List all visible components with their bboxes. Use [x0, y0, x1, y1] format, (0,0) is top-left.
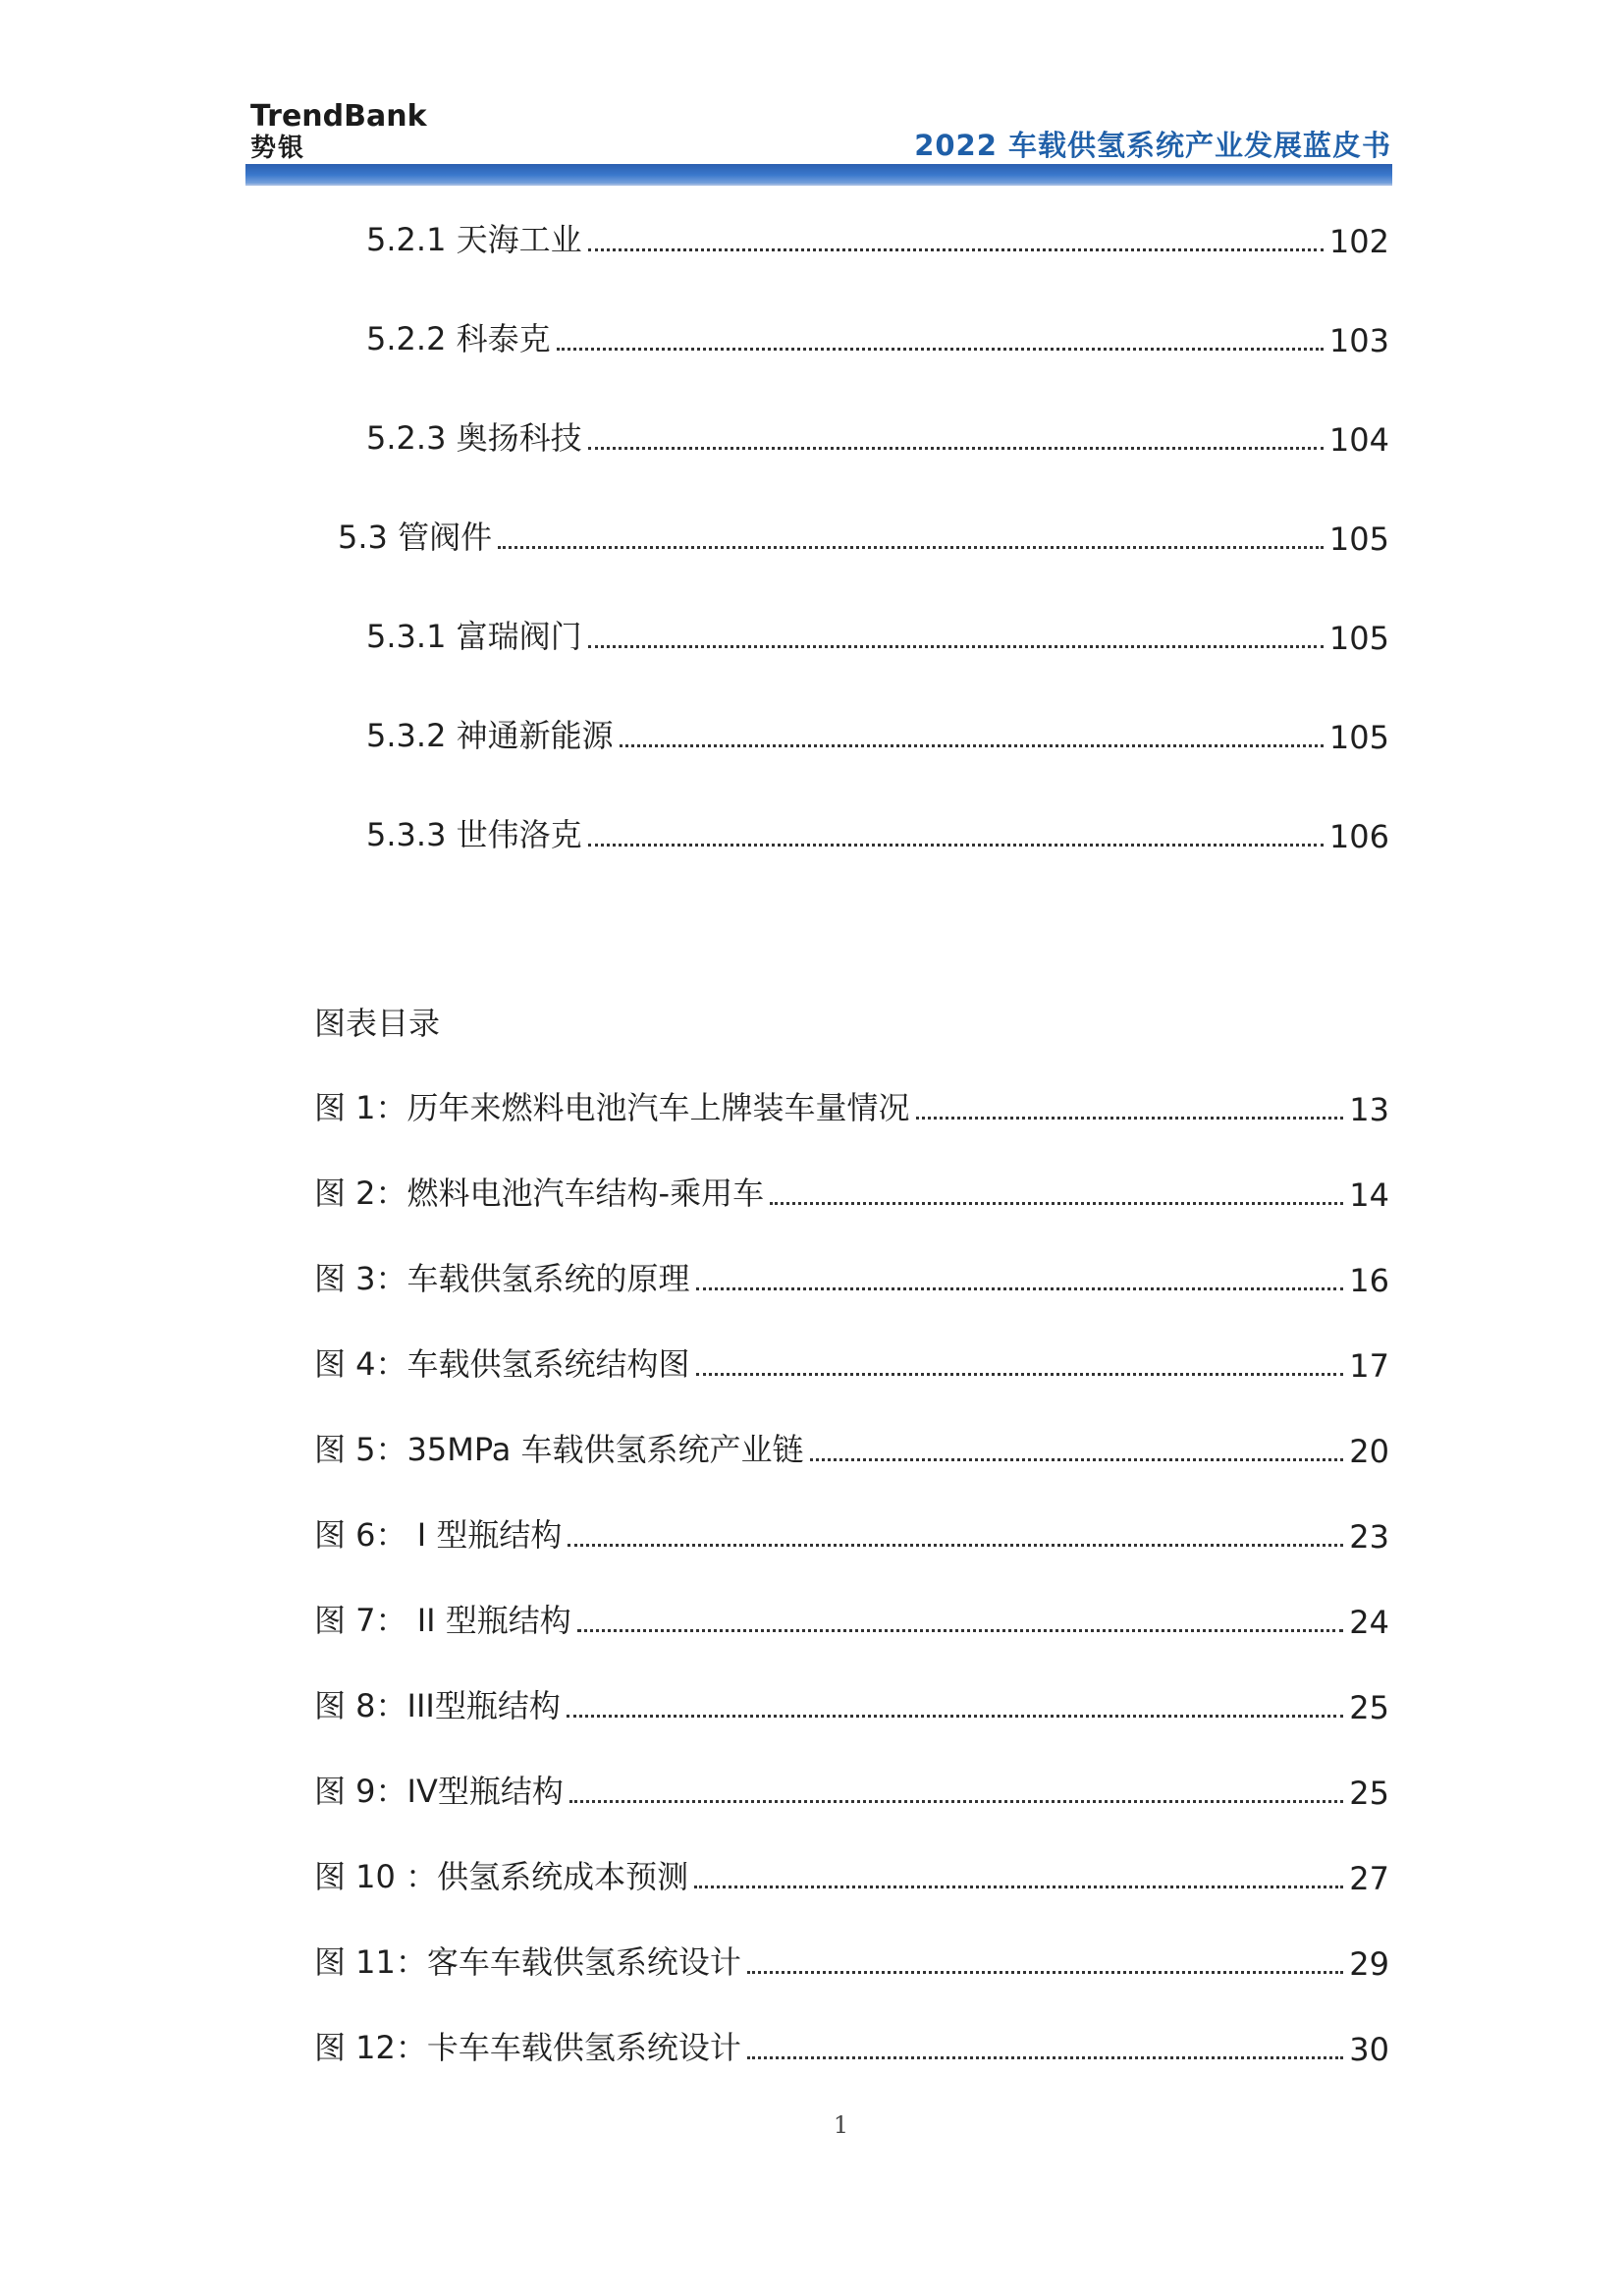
toc-entry[interactable] [366, 812, 1389, 855]
figure-entry[interactable] [314, 1512, 1389, 1556]
figure-entry-label: 图 2：燃料电池汽车结构-乘用车 [314, 1175, 765, 1212]
toc-entry-page: 102 [1328, 223, 1389, 260]
header-divider-underline [245, 184, 1392, 186]
dot-leader [568, 1544, 1343, 1547]
figure-entry-page: 23 [1349, 1518, 1389, 1556]
page-number: 1 [833, 2111, 849, 2139]
dot-leader [588, 645, 1324, 648]
figures-list-heading: 图表目录 [314, 1005, 441, 1042]
dot-leader [810, 1458, 1344, 1461]
dot-leader [588, 844, 1324, 847]
figure-entry[interactable] [314, 1598, 1389, 1641]
figure-entry-page: 14 [1349, 1176, 1389, 1214]
trendbank-logo [250, 99, 427, 163]
figure-entry[interactable] [314, 1683, 1389, 1726]
toc-entry-page: 106 [1328, 818, 1389, 855]
toc-entry-label: 5.3 管阀件 [338, 519, 493, 556]
figure-entry-page: 29 [1349, 1945, 1389, 1983]
figure-entry-page: 30 [1349, 2031, 1389, 2068]
document-title: 2022 车载供氢系统产业发展蓝皮书 [914, 129, 1391, 162]
toc-entry-label: 5.3.3 世伟洛克 [366, 816, 582, 853]
figure-entry-page: 20 [1349, 1433, 1389, 1470]
figure-entry-label: 图 5：35MPa 车载供氢系统产业链 [314, 1431, 804, 1468]
toc-entry[interactable] [366, 415, 1389, 459]
toc-entry-page: 105 [1328, 520, 1389, 558]
toc-entry[interactable] [338, 515, 1389, 558]
dot-leader [569, 1800, 1343, 1803]
toc-entry-label: 5.2.3 奥扬科技 [366, 419, 582, 457]
figure-entry-label: 图 7： II 型瓶结构 [314, 1602, 571, 1639]
dot-leader [694, 1886, 1343, 1888]
figure-entry-page: 13 [1349, 1091, 1389, 1128]
dot-leader [588, 248, 1324, 251]
figure-entry-label: 图 12：卡车车载供氢系统设计 [314, 2029, 741, 2066]
dot-leader [747, 1971, 1343, 1974]
dot-leader [916, 1117, 1344, 1120]
figure-entry-page: 16 [1349, 1262, 1389, 1299]
dot-leader [577, 1629, 1344, 1632]
header-divider [245, 164, 1392, 184]
toc-entry[interactable] [366, 316, 1389, 359]
toc-entry-label: 5.2.2 科泰克 [366, 320, 551, 357]
figure-entry[interactable] [314, 1085, 1389, 1128]
figure-entry[interactable] [314, 1256, 1389, 1299]
toc-entry-page: 105 [1328, 719, 1389, 756]
figure-entry[interactable] [314, 1341, 1389, 1385]
toc-entry-label: 5.3.2 神通新能源 [366, 717, 614, 754]
figure-entry-page: 27 [1349, 1860, 1389, 1897]
figure-entry-label: 图 3：车载供氢系统的原理 [314, 1260, 690, 1297]
dot-leader [498, 546, 1324, 549]
figure-entry-label: 图 6： I 型瓶结构 [314, 1516, 563, 1554]
figure-entry[interactable] [314, 1171, 1389, 1214]
figure-entry[interactable] [314, 1854, 1389, 1897]
dot-leader [696, 1287, 1344, 1290]
figure-entry-page: 17 [1349, 1347, 1389, 1385]
logo-english-text: TrendBank [250, 99, 427, 134]
figure-entry[interactable] [314, 2025, 1389, 2068]
figure-entry-label: 图 1：历年来燃料电池汽车上牌装车量情况 [314, 1089, 910, 1126]
dot-leader [696, 1373, 1344, 1376]
dot-leader [557, 348, 1324, 351]
dot-leader [620, 744, 1324, 747]
dot-leader [588, 447, 1324, 450]
dot-leader [567, 1715, 1343, 1718]
figure-entry-label: 图 10 ：供氢系统成本预测 [314, 1858, 689, 1895]
figure-entry-page: 25 [1349, 1775, 1389, 1812]
figure-entry-label: 图 11：客车车载供氢系统设计 [314, 1943, 741, 1981]
toc-entry-page: 105 [1328, 620, 1389, 657]
toc-entry[interactable] [366, 217, 1389, 260]
figure-entry-label: 图 8：III型瓶结构 [314, 1687, 561, 1724]
dot-leader [770, 1202, 1343, 1205]
figure-entry-page: 25 [1349, 1689, 1389, 1726]
toc-entry-page: 103 [1328, 322, 1389, 359]
figure-entry-page: 24 [1349, 1604, 1389, 1641]
figure-entry[interactable] [314, 1769, 1389, 1812]
toc-entry-page: 104 [1328, 421, 1389, 459]
figure-entry[interactable] [314, 1427, 1389, 1470]
toc-entry[interactable] [366, 614, 1389, 657]
figure-entry[interactable] [314, 1940, 1389, 1983]
toc-entry[interactable] [366, 713, 1389, 756]
dot-leader [747, 2056, 1343, 2059]
figure-entry-label: 图 9：IV型瓶结构 [314, 1773, 564, 1810]
toc-entry-label: 5.3.1 富瑞阀门 [366, 618, 582, 655]
toc-entry-label: 5.2.1 天海工业 [366, 221, 582, 258]
logo-chinese-text: 势银 [250, 134, 306, 163]
figure-entry-label: 图 4：车载供氢系统结构图 [314, 1345, 690, 1383]
